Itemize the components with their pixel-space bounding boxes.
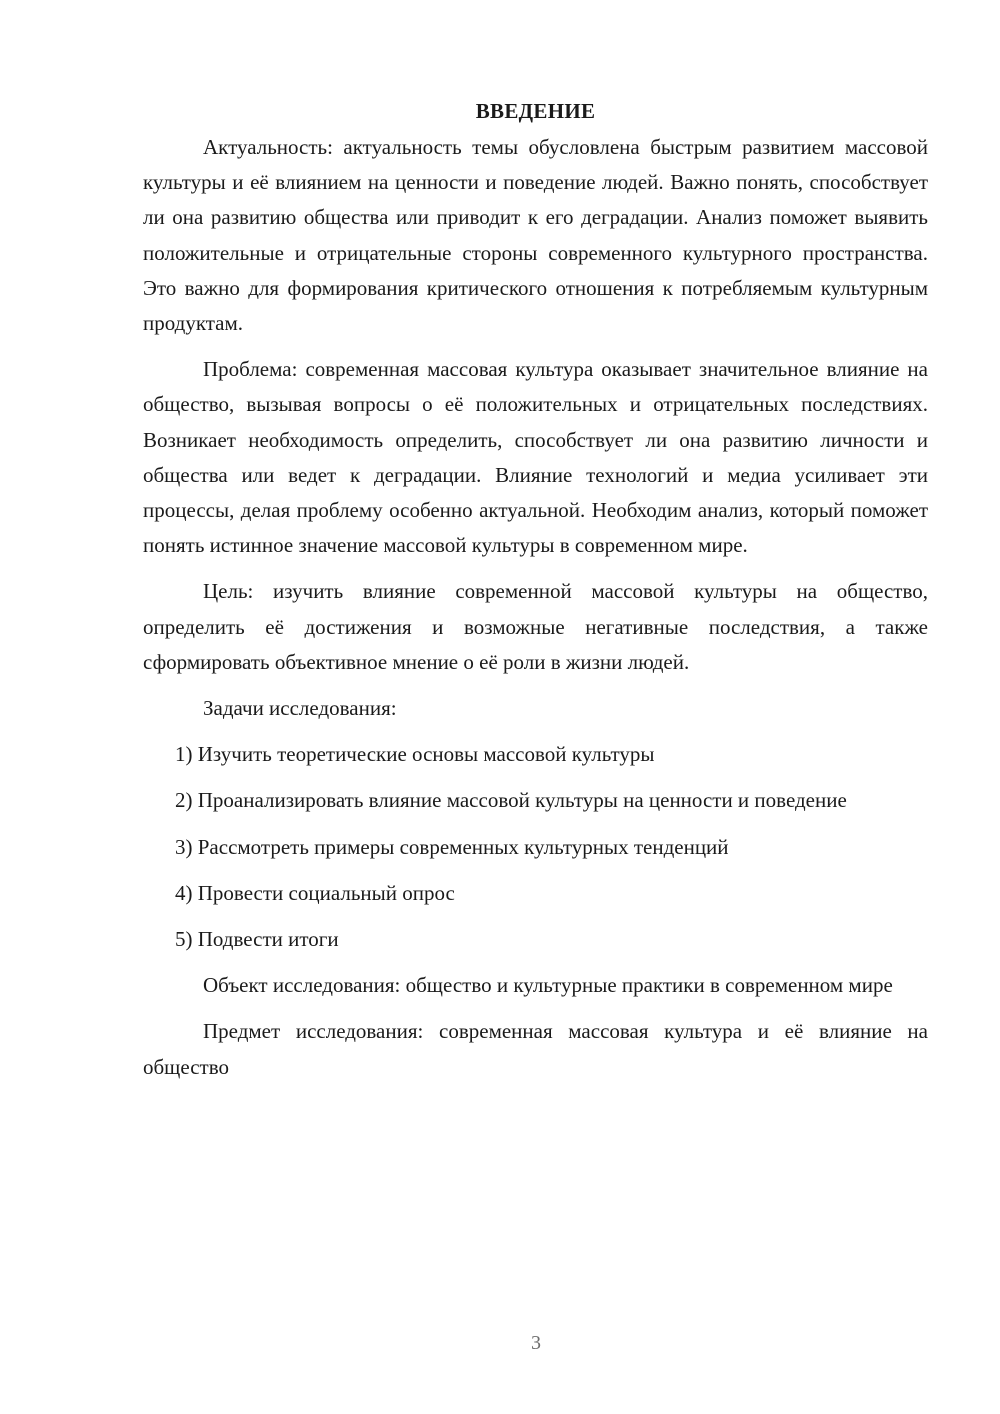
page-title: ВВЕДЕНИЕ [475, 99, 596, 123]
paragraph-goal: Цель: изучить влияние современной массовой культуры на общество, определить её достижения и возможные негативные последствия, а также сформировать объективное мнение о её роли в жизни людей. [143, 579, 928, 674]
list-item: 4) Провести социальный опрос [175, 880, 455, 905]
paragraph-relevance: Актуальность: актуальность темы обусловлена быстрым развитием массовой культуры и её влиянием на ценности и поведение людей. Важно понять, способствует ли она развитию общества или приводит к его деградации. Анализ поможет выявить положительные и отрицательные стороны современного культурного пространства. Это важно для формирования критического отношения к потребляемым культурным продуктам. [143, 135, 928, 336]
page-number: 3 [531, 1332, 541, 1354]
tasks-heading: Задачи исследования: [203, 696, 397, 721]
paragraph-object: Объект исследования: общество и культурные практики в современном мире [203, 973, 893, 998]
page-content [143, 94, 928, 1096]
paragraph-problem: Проблема: современная массовая культура оказывает значительное влияние на общество, вызывая вопросы о её положительных и отрицательных последствиях. Возникает необходимость определить, способствует ли она развитию личности и общества или ведет к деградации. Влияние технологий и медиа усиливает эти процессы, делая проблему особенно актуальной. Необходим анализ, который поможет понять истинное значение массовой культуры в современном мире. [143, 357, 928, 558]
list-item: 1) Изучить теоретические основы массовой культуры [175, 742, 655, 767]
paragraph-subject: Предмет исследования: современная массовая культура и её влияние на общество [143, 1019, 928, 1079]
list-item: 2) Проанализировать влияние массовой культуры на ценности и поведение [175, 788, 847, 813]
tasks-list [143, 737, 928, 957]
list-item: 5) Подвести итоги [175, 927, 339, 952]
list-item: 3) Рассмотреть примеры современных культурных тенденций [175, 834, 729, 859]
